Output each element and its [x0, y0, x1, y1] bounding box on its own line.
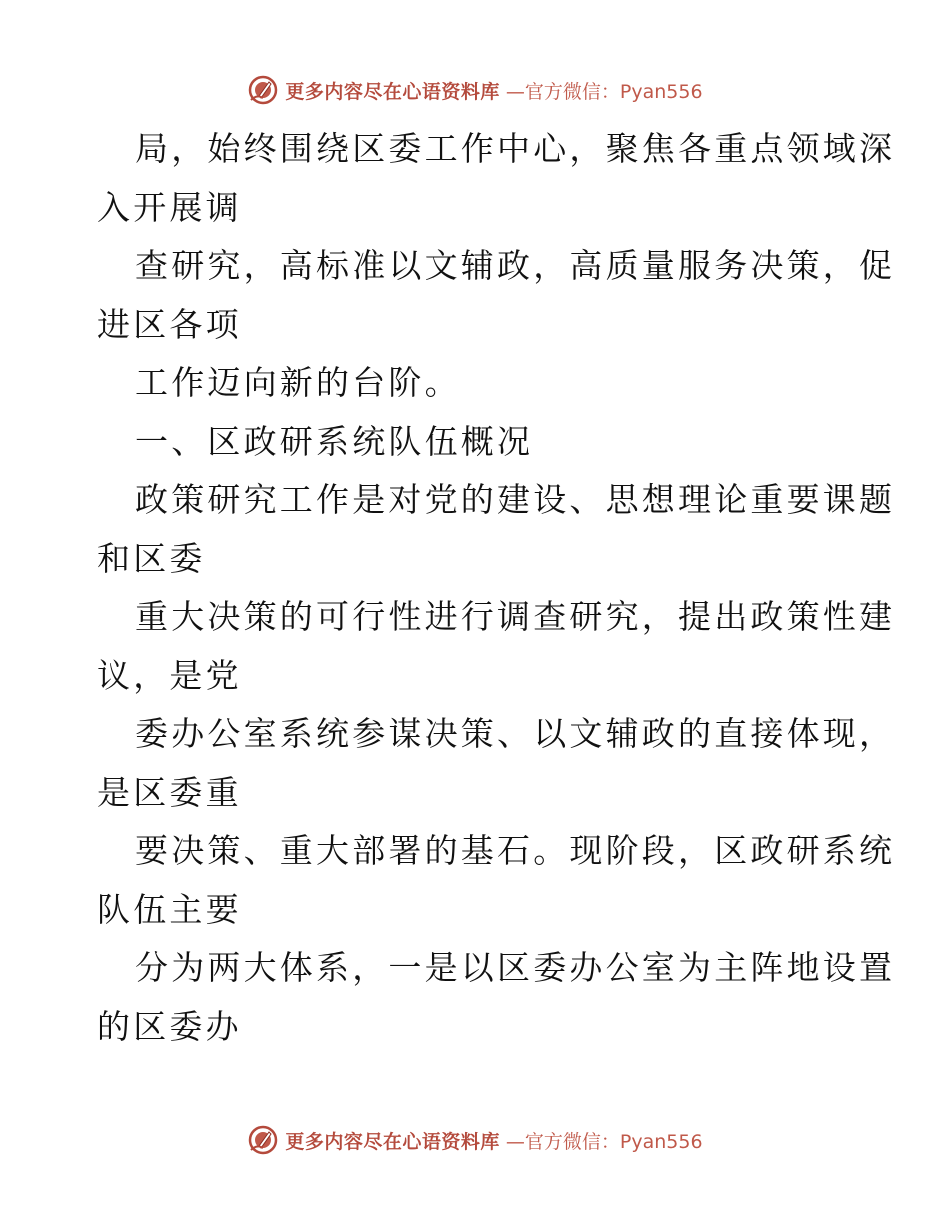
- header-banner-title: 更多内容尽在心语资料库: [285, 80, 500, 103]
- footer-banner-wechat: —官方微信：Pyan556: [505, 1130, 703, 1153]
- body-line: 政策研究工作是对党的建设、思想理论重要课题: [135, 480, 896, 519]
- logo-icon: [247, 74, 279, 106]
- body-line: 议，是党: [97, 655, 242, 695]
- section-heading: 一、区政研系统队伍概况: [135, 421, 534, 461]
- page-footer: [0, 1120, 950, 1160]
- body-line: 的区委办: [97, 1006, 242, 1046]
- body-line: 分为两大体系，一是以区委办公室为主阵地设置: [135, 948, 896, 987]
- body-line: 入开展调: [97, 187, 242, 227]
- body-line: 进区各项: [97, 304, 242, 344]
- header-banner: [247, 74, 702, 106]
- body-line: 工作迈向新的台阶。: [135, 363, 461, 402]
- body-line: 局，始终围绕区委工作中心，聚焦各重点领域深: [135, 129, 896, 168]
- page-header: [0, 70, 950, 110]
- footer-banner: [247, 1124, 702, 1156]
- document-body: [97, 120, 896, 1056]
- body-line: 和区委: [97, 538, 206, 578]
- body-line: 查研究，高标准以文辅政，高质量服务决策，促: [135, 246, 896, 285]
- header-banner-wechat: —官方微信：Pyan556: [505, 80, 703, 103]
- body-line: 是区委重: [97, 772, 242, 812]
- body-line: 要决策、重大部署的基石。现阶段，区政研系统: [135, 831, 896, 870]
- body-line: 委办公室系统参谋决策、以文辅政的直接体现，: [135, 714, 896, 753]
- footer-banner-title: 更多内容尽在心语资料库: [285, 1130, 500, 1153]
- body-line: 队伍主要: [97, 889, 242, 929]
- body-line: 重大决策的可行性进行调查研究，提出政策性建: [135, 597, 896, 636]
- logo-icon: [247, 1124, 279, 1156]
